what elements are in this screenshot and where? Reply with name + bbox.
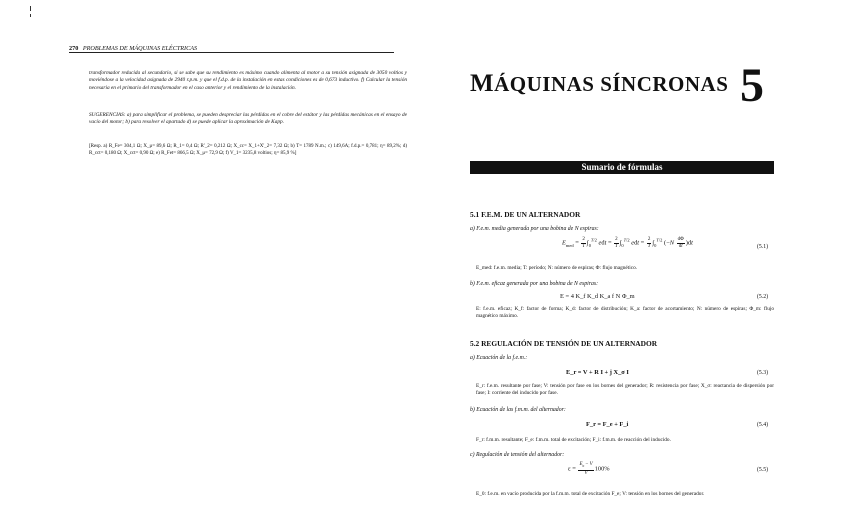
item-5-2-c: c) Regulación de tensión del alternador:	[470, 452, 565, 458]
chapter-number: 5	[740, 59, 764, 112]
equation-number: (5.3)	[757, 370, 769, 376]
page-number: 270	[69, 45, 79, 52]
description-5-3: E_r: f.e.m. resultante por fase; V: tensión por fase en los bornes del generador; R: resistencia por fase; X_σ: reactancia de dispersión por fase; I: corriente del inducido por fase.	[476, 383, 774, 397]
chapter-title-rest: ÁQUINAS SÍNCRONAS	[494, 72, 729, 96]
summary-bar: Sumario de fórmulas	[470, 161, 774, 174]
problem-text: transformador reducida al secundario, si se sabe que su rendimiento es máximo cuando alimenta al motor a su tensión asignada de 3050 voltios y moviéndose a la velocidad asignada de 2940 r.p.m. y que el f.d.p. de la instalación en estas condiciones es de 0,673 inductivo. f) Calcular la tensión necesaria en el primario del transformador en el caso anterior y el rendimiento de la instalación.	[89, 70, 407, 91]
item-5-1-b: b) F.e.m. eficaz generada por una bobina de N espiras:	[470, 281, 599, 287]
equation-number: (5.4)	[757, 422, 769, 428]
formula-5-4: F_r = F_e + F_i	[586, 421, 629, 428]
section-heading-5-2: 5.2 REGULACIÓN DE TENSIÓN DE UN ALTERNADOR	[470, 339, 658, 348]
item-5-1-a: a) F.e.m. media generada por una bobina de N espiras:	[470, 226, 599, 232]
equation-number: (5.2)	[757, 294, 769, 300]
formula-5-5: ε = $\frac{E_0 - V}{V}$ 100%	[568, 462, 610, 476]
running-head	[69, 45, 369, 52]
item-5-2-a: a) Ecuación de la f.e.m.:	[470, 355, 528, 361]
equation-number: (5.1)	[757, 244, 769, 250]
description-5-5: E_0: f.e.m. en vacío producida por la f.m.m. total de excitación F_e; V: tensión en los bornes del generador.	[476, 491, 705, 497]
description-5-1: E_med: f.e.m. media; T: período; N: número de espiras; Φ: flujo magnético.	[476, 265, 638, 271]
formula-5-1: $E_{med}$ = $\frac{2}{T}$ $\int_0^{T/2}$ edt = $\frac{2}{T}$ $\int_0^{T/2}$ edt = $\frac{2}{T}$ $\int_0^{T/2}$ (−N $\frac{d\Phi}{dt}$ )dt	[562, 237, 693, 249]
formula-5-2: E = 4 K_f K_d K_a f N Φ_m	[560, 293, 635, 300]
formula-5-3: E_r = V + R I + j X_σ I	[566, 369, 629, 376]
equation-number: (5.5)	[757, 467, 769, 473]
answer-text: [Resp. a) R_Fe= 304,1 Ω; X_μ= 89,6 Ω; R_1= 0,4 Ω; R'_2= 0,212 Ω; X_cc= X_1+X'_2= 7,32 Ω; b) T= 1789 N.m.; c) 149,6A; f.d.p.= 0,781; η= 89,2%; d) R_cct= 0,180 Ω; X_cct= 0,90 Ω; e) R_Fet= 866,5 Ω; X_μ= 72,9 Ω; f) V_1= 3235,8 voltios; η= 85,9 %]	[89, 144, 407, 156]
suggestions-text: SUGERENCIAS: a) para simplificar el problema, se pueden despreciar las pérdidas en el cobre del estátor y las pérdidas mecánicas en el ensayo de vacío del motor; b) para resolver el apartado d) se puede aplicar la aproximación de Kapp.	[89, 112, 407, 126]
scan-mark	[30, 6, 31, 11]
scan-mark	[30, 14, 31, 17]
running-head-title: PROBLEMAS DE MÁQUINAS ELÉCTRICAS	[82, 45, 198, 52]
chapter-title	[470, 70, 728, 98]
item-5-2-b: b) Ecuación de las f.m.m. del alternador:	[470, 407, 566, 413]
chapter-title-initial: M	[470, 70, 495, 97]
header-rule	[69, 52, 394, 53]
section-heading-5-1: 5.1 F.E.M. DE UN ALTERNADOR	[470, 210, 581, 219]
description-5-4: F_r: f.m.m. resultante; F_e: f.m.m. total de excitación; F_i: f.m.m. de reacción del inducido.	[476, 437, 671, 443]
description-5-2: E: f.e.m. eficaz; K_f: factor de forma; K_d: factor de distribución; K_a: factor de acortamiento; N: número de espiras; Φ_m: flujo magnético máximo.	[476, 306, 774, 320]
